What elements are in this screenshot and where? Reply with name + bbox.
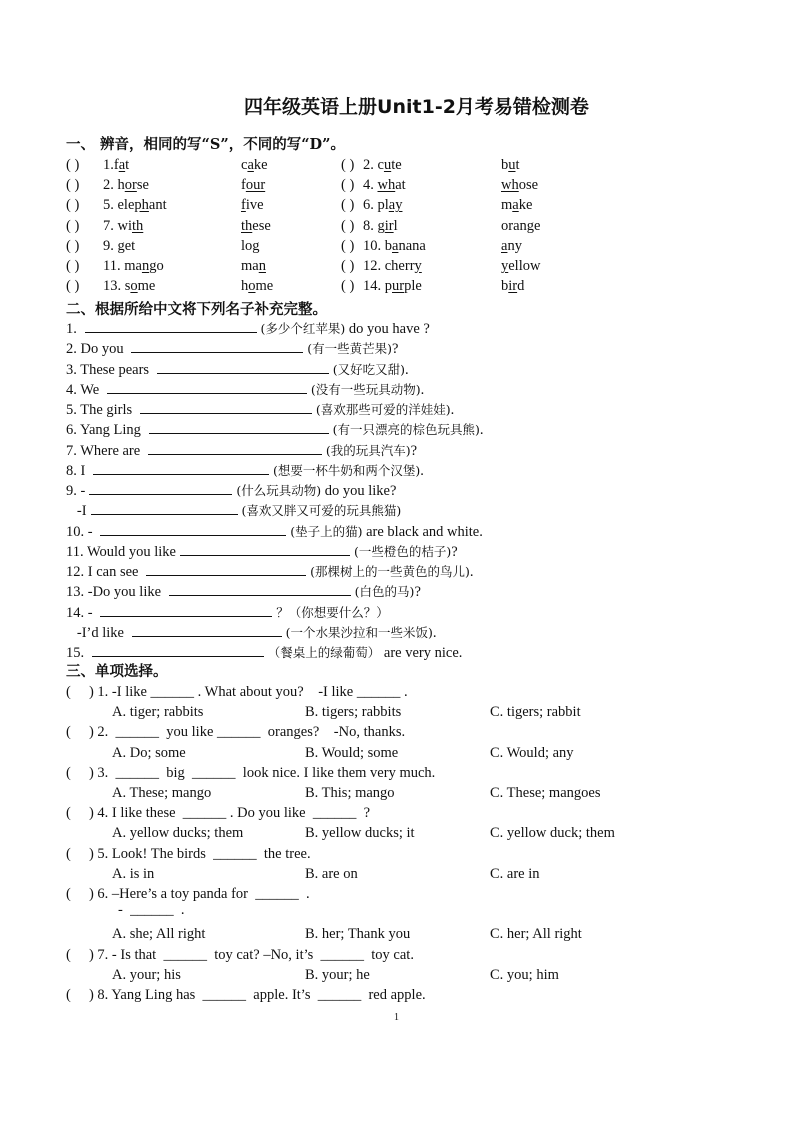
answer-blank[interactable]: ( ) [341,197,355,214]
chinese-hint: (一个水果沙拉和一些米饭) [285,624,433,640]
option-c[interactable]: C. her; All right [490,926,582,943]
answer-blank[interactable]: ( ) [66,157,80,173]
word-part: m [501,197,513,214]
item-prompt: 12. I can see [66,564,143,580]
option-c[interactable]: C. yellow duck; them [490,825,615,842]
item-prompt: 1. [66,321,81,337]
word-part: b [501,157,509,173]
word-part: pl [377,197,389,214]
option-b[interactable]: B. yellow ducks; it [305,825,415,842]
chinese-hint: （餐桌上的绿葡萄） [267,645,381,660]
item-number: 10. [363,237,385,254]
answer-line[interactable] [107,379,307,394]
option-c[interactable]: C. tigers; rabbit [490,704,581,721]
fill-in-item [66,561,473,581]
word-part: ele [117,197,135,214]
item-suffix: . [469,564,474,580]
answer-line[interactable] [91,500,238,515]
underlined-letters: n [141,258,150,274]
item-word [363,258,422,275]
option-a[interactable]: A. Do; some [112,744,186,761]
option-c[interactable]: C. Would; any [490,744,574,761]
item-prompt: 9. - [66,483,86,499]
word-part: b [384,237,392,254]
item-number: 13. [103,278,125,295]
underlined-letters: a [501,237,508,254]
word-part: go [149,258,164,274]
word-part: ke [518,197,533,214]
underlined-letters: or [124,177,137,194]
question-stem: ( ) 7. - Is that ______ toy cat? –No, it’s ______ toy cat. [66,946,414,963]
underlined-letters: o [248,278,256,295]
underlined-letters: y [414,258,422,274]
underlined-letters: g [526,217,535,234]
item-prompt: 10. - [66,523,97,540]
question-stem: ( ) 5. Look! The birds ______ the tree. [66,845,311,862]
answer-line[interactable] [100,602,272,617]
word [501,218,540,235]
item-word [103,177,149,194]
question-stem: ( ) 3. ______ big ______ look nice. I like them very much. [66,764,436,781]
underlined-letters: u [383,157,392,173]
underlined-letters: g [252,237,260,254]
word-part: f [241,177,246,194]
word-part: ellow [508,258,541,274]
item-prompt: 7. Where are [66,442,144,459]
fill-in-item [66,460,424,480]
word-part: f [113,157,119,173]
option-b[interactable]: B. are on [305,865,358,882]
item-number: 2. [103,177,118,194]
question-stem: ( ) 8. Yang Ling has ______ apple. It’s ______ red apple. [66,987,426,1003]
answer-line[interactable] [169,581,351,596]
word-part: cherr [384,258,415,274]
item-number: 1. [103,157,114,173]
chinese-hint: (什么玩具动物) [236,483,322,498]
option-c[interactable]: C. are in [490,865,540,882]
chinese-hint: (有一些黄芒果) [307,341,392,357]
answer-line[interactable] [180,541,350,556]
fill-in-item [66,379,424,399]
fill-in-item [66,480,396,500]
answer-blank[interactable]: ( ) [341,237,355,254]
word-part: nana [398,237,426,254]
underlined-letters: wh [501,177,519,194]
word [241,238,260,255]
answer-blank[interactable]: ( ) [66,278,80,295]
item-word [103,197,167,214]
chinese-hint: (垫子上的猫) [290,523,363,539]
item-suffix: . [404,361,409,378]
fill-in-item [66,419,483,439]
item-prompt: 4. We [66,381,103,398]
word-part: t [515,157,520,173]
question-stem: ( ) 6. –Here’s a toy panda for ______ . [66,886,310,902]
answer-line[interactable] [89,480,232,495]
option-a[interactable]: A. tiger; rabbits [112,704,204,721]
word-part: s [124,278,131,295]
fill-in-item [66,602,389,622]
word-part: e [534,217,541,234]
word [241,258,266,275]
item-number: 6. [363,197,378,214]
chinese-hint: (多少个红苹果) [260,321,346,336]
fill-in-item [66,622,437,642]
word-part: at [395,177,406,194]
answer-blank[interactable]: ( ) [341,217,355,234]
word [241,197,264,214]
item-suffix: are black and white. [362,523,483,540]
fill-in-item [66,359,409,379]
item-prompt: -I [66,503,87,520]
word-part: me [255,278,274,295]
underlined-letters: ir [508,278,518,295]
word [241,218,271,235]
word [241,177,265,194]
word-part: h [117,177,125,194]
item-word [103,157,129,174]
item-prompt: 14. - [66,604,97,621]
answer-line: - ______ . [118,902,185,919]
word [501,177,538,194]
word-part: me [137,278,156,295]
word [501,238,522,255]
chinese-hint: (想要一杯牛奶和两个汉堡) [272,462,421,478]
fill-in-item [66,318,430,338]
option-a[interactable]: A. your; his [112,966,181,983]
item-word [103,218,143,235]
answer-line[interactable] [100,521,286,536]
item-suffix: . [432,624,437,641]
underlined-letters: our [245,177,266,194]
word [501,278,524,295]
answer-blank[interactable]: ( ) [66,197,80,214]
chinese-hint: (又好吃又甜) [332,361,405,377]
underlined-letters: o [130,278,138,295]
item-word [103,278,155,295]
chinese-hint: (一些橙色的桔子) [354,543,452,559]
word-part: lo [241,237,253,254]
item-number: 7. [103,217,118,234]
answer-line[interactable] [132,622,282,637]
item-prompt: 5. The girls [66,402,136,418]
answer-blank[interactable]: ( ) [66,258,80,274]
item-word [363,197,402,214]
word-part: c [377,157,384,173]
option-a[interactable]: A. These; mango [112,785,212,801]
section-3-heading: 三、单项选择。 [66,663,168,680]
word-part: c [241,157,248,173]
fill-in-item [66,541,458,561]
underlined-letters: ph [134,197,149,214]
item-suffix: do you like? [321,483,397,499]
underlined-letters: n [258,258,266,274]
underlined-letters: th [241,217,253,234]
word-part: g [377,217,385,234]
word-part: t [125,157,130,173]
word-part: p [384,278,392,295]
option-a[interactable]: A. is in [112,865,155,882]
answer-line[interactable] [92,642,264,657]
item-prompt: 2. Do you [66,341,128,358]
word [501,157,520,174]
word-part: d [517,278,525,295]
option-b[interactable]: B. Would; some [305,744,399,761]
chinese-hint: (我的玩具汽车) [325,442,411,458]
section-2-heading: 二、根据所给中文将下列名子补充完整。 [66,301,327,318]
fill-in-item [66,399,454,419]
option-c[interactable]: C. These; mangoes [490,785,601,801]
underlined-letters: ir [384,217,394,234]
word-part: ma [124,258,142,274]
underlined-letters: a [512,197,519,214]
word-part: h [241,278,249,295]
word-part: wi [117,217,132,234]
word-part: ke [253,157,268,173]
item-word [363,157,402,174]
answer-line[interactable] [149,419,329,434]
underlined-letters: ur [392,278,405,295]
underlined-letters: a [247,157,254,173]
fill-in-item [66,440,417,460]
item-word [103,258,164,275]
question-stem: ( ) 1. -I like ______ . What about you? -I like ______ . [66,684,408,700]
item-word [363,278,422,295]
answer-blank[interactable]: ( ) [341,278,355,295]
item-number: 8. [363,217,378,234]
item-prompt: 3. These pears [66,361,153,378]
item-word [363,218,398,235]
answer-blank[interactable]: ( ) [341,157,355,173]
answer-blank[interactable]: ( ) [341,177,355,194]
item-suffix: are very nice. [380,645,463,661]
underlined-letters: wh [377,177,396,194]
item-suffix: . [420,381,425,398]
answer-line[interactable] [140,399,312,414]
item-prompt: -I’d like [66,624,128,641]
answer-line[interactable] [146,561,306,576]
word [501,258,540,275]
word [241,157,268,174]
chinese-hint: (那棵树上的一些黄色的鸟儿) [310,564,470,579]
item-prompt: 13. -Do you like [66,584,165,601]
word-part: ose [518,177,539,194]
option-b[interactable]: B. her; Thank you [305,926,411,943]
chinese-hint: ？（你想要什么？） [276,604,389,620]
item-number: 11. [103,258,125,274]
underlined-letters: a [392,237,399,254]
fill-in-item [66,581,421,601]
page-number: 1 [394,1012,399,1023]
fill-in-item [66,338,398,358]
word-part: ese [252,217,271,234]
item-number: 14. [363,278,385,295]
section-1-heading: 一、 辨音，相同的写“S”，不同的写“D”。 [66,136,345,153]
underlined-letters: g [117,237,125,254]
word-part: et [124,237,136,254]
question-stem: ( ) 4. I like these ______ . Do you like ______ ? [66,805,371,822]
word-part: ple [404,278,422,295]
answer-blank[interactable]: ( ) [66,217,80,234]
item-prompt: 15. [66,645,88,661]
fill-in-item [66,642,462,662]
option-c[interactable]: C. you; him [490,966,559,983]
underlined-letters: th [132,217,144,234]
item-suffix: . [450,402,455,418]
word-part: l [393,217,398,234]
item-prompt: 11. Would you like [66,543,176,560]
underlined-letters: ay [388,197,403,214]
underlined-letters: u [508,157,516,173]
item-number: 5. [103,197,118,214]
option-b[interactable]: B. your; he [305,966,370,983]
word [241,278,273,295]
page-title: 四年级英语上册Unit1-2月考易错检测卷 [244,96,589,118]
answer-line[interactable] [148,440,322,455]
item-suffix: . [420,462,424,479]
item-word [363,238,426,255]
word-part: se [136,177,149,194]
item-word [103,238,135,255]
item-suffix: ? [392,341,399,358]
question-stem: ( ) 2. ______ you like ______ oranges? -No, thanks. [66,724,406,741]
item-word [363,177,406,194]
word-part: te [391,157,402,173]
chinese-hint: (有一只漂亮的棕色玩具熊) [332,422,480,438]
option-b[interactable]: B. tigers; rabbits [305,704,402,721]
item-number: 4. [363,177,378,194]
underlined-letters: f [241,197,246,214]
item-prompt: 6. Yang Ling [66,422,145,439]
fill-in-item [66,521,483,541]
chinese-hint: (喜欢又胖又可爱的玩具熊猫) [241,503,402,519]
fill-in-item [66,500,401,520]
option-a[interactable]: A. she; All right [112,926,206,943]
answer-line[interactable] [157,359,329,374]
underlined-letters: y [501,258,509,274]
answer-blank[interactable]: ( ) [341,258,355,274]
item-number: 9. [103,237,118,254]
word-part: oran [501,217,527,234]
answer-line[interactable] [131,338,303,353]
answer-line[interactable] [85,318,257,333]
chinese-hint: (喜欢那些可爱的洋娃娃) [315,402,451,417]
item-suffix: . [479,422,484,439]
option-b[interactable]: B. This; mango [305,785,395,801]
chinese-hint: (没有一些玩具动物) [310,381,421,397]
word-part: ny [507,237,522,254]
item-suffix: do you have ? [345,321,430,337]
answer-blank[interactable]: ( ) [66,177,80,194]
item-number: 2. [363,157,378,173]
option-a[interactable]: A. yellow ducks; them [112,825,244,842]
word-part: b [501,278,509,295]
item-suffix: ? [451,543,458,560]
item-suffix: ? [410,442,418,459]
item-prompt: 8. I [66,462,89,479]
answer-line[interactable] [93,460,269,475]
underlined-letters: a [118,157,126,173]
word [501,197,532,214]
item-suffix: ? [414,584,421,601]
word-part: ive [245,197,264,214]
word-part: ant [148,197,167,214]
chinese-hint: (白色的马) [354,584,415,600]
answer-blank[interactable]: ( ) [66,237,80,254]
item-number: 12. [363,258,385,274]
word-part: ma [241,258,259,274]
